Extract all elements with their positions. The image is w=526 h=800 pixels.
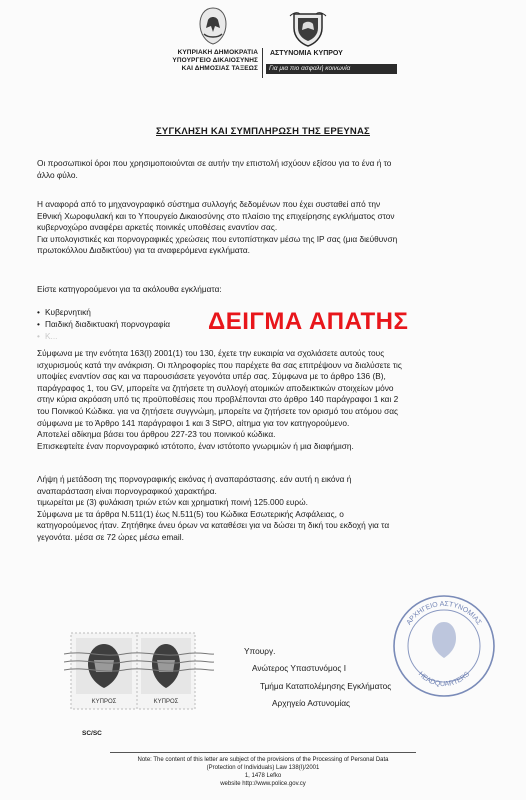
police-emblem-icon	[288, 8, 328, 48]
intro-paragraph	[37, 158, 502, 181]
legal-paragraph	[37, 348, 502, 452]
text-line: παράγραφος 1, του GV, μπορείτε να ζητήσετε τη συλλογή ατομικών αποδεικτικών στοιχείων μόνο	[37, 382, 394, 393]
text-line: Αποτελεί αδίκημα βάσει του άρθρου 227-23 του ποινικού κώδικα.	[37, 429, 276, 440]
text-line: ισχυρισμούς κατά την ανάκριση. Οι πληροφορίες που παρέχετε θα σας επιτρέψουν να διαλύσετε τις	[37, 359, 402, 370]
signature-line-1: Υπουργ.	[244, 646, 276, 656]
text-line: γεγονότα. μέσα σε 72 ώρες μέσω email.	[37, 531, 184, 542]
footer-line: Note: The content of this letter are subject of the provisions of the Processing of Personal Data	[137, 757, 389, 763]
text-line: Σύμφωνα με την ενότητα 163(I) 2001(1) του 130, έχετε την ευκαιρία να σχολιάσετε αυτούς τους	[37, 348, 385, 358]
cyprus-emblem-icon	[196, 6, 230, 46]
ministry-line: ΚΑΙ ΔΗΜΟΣΙΑΣ ΤΑΞΕΩΣ	[181, 65, 258, 72]
text-line: Εθνική Χωροφυλακή και το Υπουργείο Δικαιοσύνης στο πλαίσιο της επιχείρησης εγκλήματος στον	[37, 210, 395, 221]
signature-line-3: Τμήμα Καταπολέμησης Εγκλήματος	[260, 681, 392, 691]
text-line: Για υπολογιστικές και πορνογραφικές χρεώσεις που εντοπίστηκαν μέσω της IP σας (μια διεύθυνση	[37, 233, 398, 244]
list-item: • Παιδική διαδικτυακή πορνογραφία	[37, 319, 171, 329]
charges-intro	[37, 284, 502, 296]
footer-address: 1, 1478 Lefko	[244, 773, 282, 779]
letter-title: ΣΥΓΚΛΗΣΗ ΚΑΙ ΣΥΜΠΛΗΡΩΣΗ ΤΗΣ ΕΡΕΥΝΑΣ	[156, 126, 370, 137]
ministry-name	[118, 49, 258, 73]
text-line: Επισκεφτείτε έναν πορνογραφικό ιστότοπο, έναν ιστότοπο γνωριμιών ή μια διαφήμιση.	[37, 440, 354, 451]
footer-website: website http://www.police.gov.cy	[220, 781, 306, 787]
text-line: σύμφωνα με το Άρθρο 141 παράγραφοι 1 και 3 StPO, αίτημα για τον κατηγορούμενο.	[37, 417, 350, 428]
text-line: Οι προσωπικοί όροι που χρησιμοποιούνται σε αυτήν την επιστολή ισχύουν εξίσου για το ένα ή το	[37, 158, 392, 168]
police-name: ΑΣΤΥΝΟΜΙΑ ΚΥΠΡΟΥ	[270, 50, 343, 57]
text-line: στην κύρια ακρόαση υπό τις προϋποθέσεις που προβλέπονται στο άρθρο 140 παράγραφοι 1 και 2	[37, 394, 399, 405]
charge-label: Παιδική διαδικτυακή πορνογραφία	[45, 319, 171, 329]
list-item: • Κυβερνητική	[37, 307, 91, 317]
text-line: αναπαράσταση είναι πορνογραφικού χαρακτήρα.	[37, 485, 217, 496]
text-line: του Ποινικού Κώδικα. για να ζητήσετε συγγνώμη, μπορείτε να ζητήσετε τον ορισμό του ατόμου σας	[37, 405, 399, 416]
header-divider	[262, 48, 263, 78]
svg-text:HEADQUARTERS	[417, 671, 472, 689]
report-paragraph	[37, 199, 502, 257]
signature-line-4: Αρχηγείο Αστυνομίας	[272, 698, 351, 708]
signature-line-2: Ανώτερος Υπαστυνόμος Ι	[252, 663, 346, 673]
text-line: κατηγορούμενος ήταν. Ζητήθηκε άνευ όρων να καταθέσει για να δώσει τη δική του εκδοχή για τα	[37, 520, 390, 531]
text-line: άλλο φύλο.	[37, 169, 78, 180]
text-line: υποψίες εναντίον σας και να παρουσιάσετε γεγονότα υπέρ σας. Σύμφωνα με το άρθρο 136 (B),	[37, 371, 386, 382]
text-line: Η αναφορά από το μηχανογραφικό σύστημα συλλογής δεδομένων που έχει συσταθεί από την	[37, 199, 381, 209]
footer-note	[0, 756, 526, 788]
text-line: πρωτοκόλλου Διαδικτύου) για τα αναφερόμενα εγκλήματα.	[37, 245, 250, 256]
stamp-country: ΚΥΠΡΟΣ	[153, 699, 179, 705]
stamp-bottom-text: HEADQUARTERS	[416, 670, 472, 689]
police-tagline: Για μια πιο ασφαλή κοινωνία	[266, 64, 397, 74]
scam-sample-label: ΔΕΙΓΜΑ ΑΠΑΤΗΣ	[208, 308, 409, 335]
ministry-line: ΥΠΟΥΡΓΕΙΟ ΔΙΚΑΙΟΣΥΝΗΣ	[172, 57, 258, 64]
stamp-top-text: ΑΡΧΗΓΕΙΟ ΑΣΤΥΝΟΜΙΑΣ	[405, 600, 483, 627]
text-line: Είστε κατηγορούμενοι για τα ακόλουθα εγκλήματα:	[37, 284, 222, 294]
text-line: τιμωρείται με (3) φυλάκιση τριών ετών και χρηματική ποινή 125.000 ευρώ.	[37, 497, 308, 508]
text-line: Λήψη ή μετάδοση της πορνογραφικής εικόνας ή αναπαράστασης. εάν αυτή η εικόνα ή	[37, 474, 352, 484]
charges-list	[37, 306, 170, 342]
reference-code: SC/SC	[82, 730, 102, 737]
police-round-stamp	[390, 592, 498, 700]
footer-line: (Protection of Individuals) Law 138(I)/2001	[206, 765, 320, 771]
penalty-paragraph	[37, 474, 502, 544]
footer-divider	[110, 752, 416, 753]
stamp-country: ΚΥΠΡΟΣ	[91, 699, 117, 705]
charge-label: Κ...	[45, 331, 58, 341]
text-line: Σύμφωνα με τα άρθρα N.511(1) έως N.511(5) του Κώδικα Εσωτερικής Ασφάλειας, ο	[37, 508, 344, 519]
charge-label: Κυβερνητική	[45, 307, 91, 317]
text-line: κυβερνοχώρο αναφέρει αρκετές ποινικές υποθέσεις εναντίον σας.	[37, 222, 278, 233]
list-item: • Κ...	[37, 331, 58, 341]
ministry-line: ΚΥΠΡΙΑΚΗ ΔΗΜΟΚΡΑΤΙΑ	[177, 49, 258, 56]
cancellation-marks	[64, 646, 214, 686]
